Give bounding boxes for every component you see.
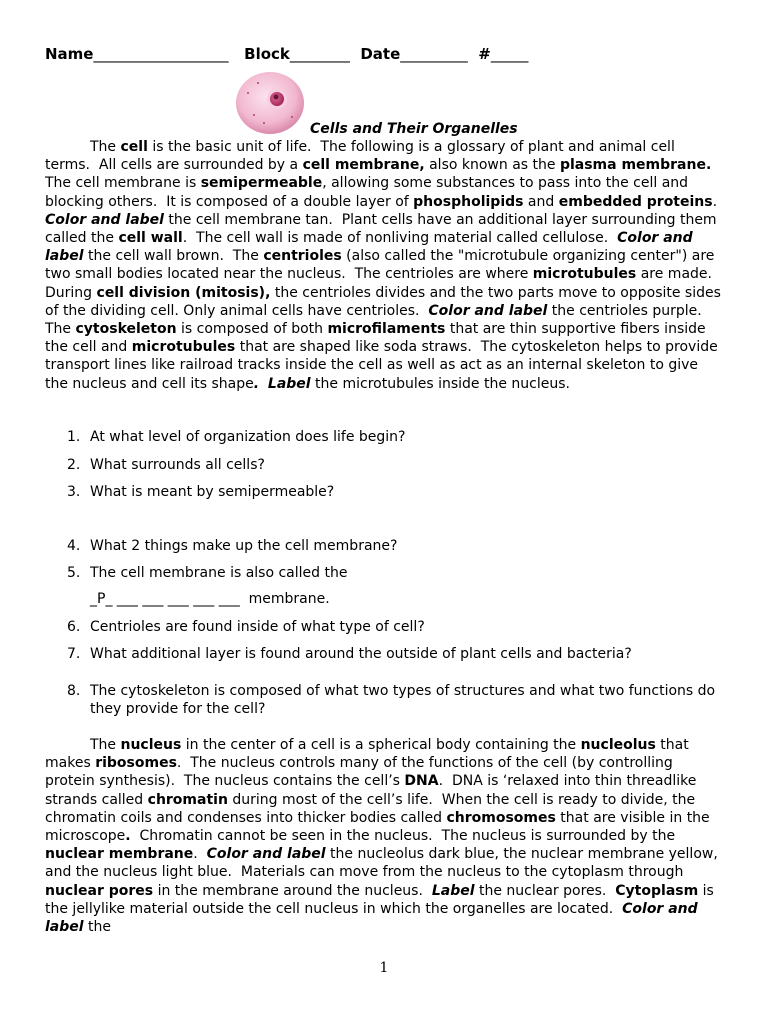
worksheet-title: Cells and Their Organelles: [310, 121, 518, 137]
question-number: 5.: [67, 565, 81, 581]
question-number: 2.: [67, 457, 81, 473]
question-text: Centrioles are found inside of what type of cell?: [90, 619, 425, 635]
date-label: Date: [360, 45, 401, 63]
paragraph-nucleus: The nucleus in the center of a cell is a spherical body containing the nucleolus that makes ribosomes. The nucleus controls many of the functions of the cell (by controlling protein synthesis). The nucleus contains the cell’s DNA. DNA is ‘relaxed into thin threadlike strands called chromatin during most of the cell’s life. When the cell is ready to divide, the chromatin coils and condenses into thicker bodies called chromosomes that are visible in the microscope. Chromatin cannot be seen in the nucleus. The nucleus is surrounded by the nuclear membrane. Color and label the nucleolus dark blue, the nuclear membrane yellow, and the nucleus light blue. Materials can move from the nucleus to the cytoplasm through nuclear pores in the membrane around the nucleus. Label the nuclear pores. Cytoplasm is the jellylike material outside the cell nucleus in which the organelles are located. Color and label the: [45, 737, 718, 936]
question-number: 3.: [67, 484, 81, 500]
question-text: At what level of organization does life begin?: [90, 429, 406, 445]
question-number: 6.: [67, 619, 81, 635]
question-number: 8.: [67, 683, 81, 699]
question-6: [67, 618, 727, 636]
question-4: [67, 537, 727, 555]
block-label: Block: [244, 45, 290, 63]
question-5: [67, 564, 727, 582]
question-5-fill-in[interactable]: [90, 591, 330, 607]
question-text: The cell membrane is also called the: [90, 565, 348, 581]
number-blank[interactable]: _____: [490, 45, 529, 63]
number-label: #: [478, 45, 491, 63]
question-2: [67, 456, 727, 474]
fill-first-letter: _P_: [90, 591, 113, 607]
fill-blanks: ___ ___ ___ ___ ___: [116, 591, 240, 607]
question-text: What surrounds all cells?: [90, 457, 265, 473]
page-number: 1: [379, 960, 389, 976]
cell-illustration: [234, 69, 308, 135]
question-number: 1.: [67, 429, 81, 445]
header-line: [45, 45, 528, 63]
question-number: 7.: [67, 646, 81, 662]
question-number: 4.: [67, 538, 81, 554]
name-label: Name: [45, 45, 94, 63]
fill-suffix: membrane.: [248, 591, 330, 607]
question-7: [67, 645, 727, 663]
paragraph-cell-membrane: The cell is the basic unit of life. The following is a glossary of plant and animal cell terms. All cells are surrounded by a cell membrane, also known as the plasma membrane. The cell membrane is semipermeable, allowing some substances to pass into the cell and blocking others. It is composed of a double layer of phospholipids and embedded proteins. Color and label the cell membrane tan. Plant cells have an additional layer surrounding them called the cell wall. The cell wall is made of nonliving material called cellulose. Color and label the cell wall brown. The centrioles (also called the "microtubule organizing center") are two small bodies located near the nucleus. The centrioles are where microtubules are made. During cell division (mitosis), the centrioles divides and the two parts move to opposite sides of the dividing cell. Only animal cells have centrioles. Color and label the centrioles purple. The cytoskeleton is composed of both microfilaments that are thin supportive fibers inside the cell and microtubules that are shaped like soda straws. The cytoskeleton helps to provide transport lines like railroad tracks inside the cell as well as act as an internal skeleton to give the nucleus and cell its shape. Label the microtubules inside the nucleus.: [45, 139, 722, 392]
question-text: The cytoskeleton is composed of what two types of structures and what two functions do they provide for the cell?: [90, 683, 716, 717]
date-blank[interactable]: _________: [400, 45, 468, 63]
block-blank[interactable]: ________: [289, 45, 350, 63]
question-8: [67, 682, 727, 718]
question-text: What additional layer is found around the outside of plant cells and bacteria?: [90, 646, 632, 662]
question-1: [67, 428, 727, 446]
question-3: [67, 483, 727, 501]
name-blank[interactable]: __________________: [93, 45, 229, 63]
question-text: What 2 things make up the cell membrane?: [90, 538, 398, 554]
question-text: What is meant by semipermeable?: [90, 484, 335, 500]
